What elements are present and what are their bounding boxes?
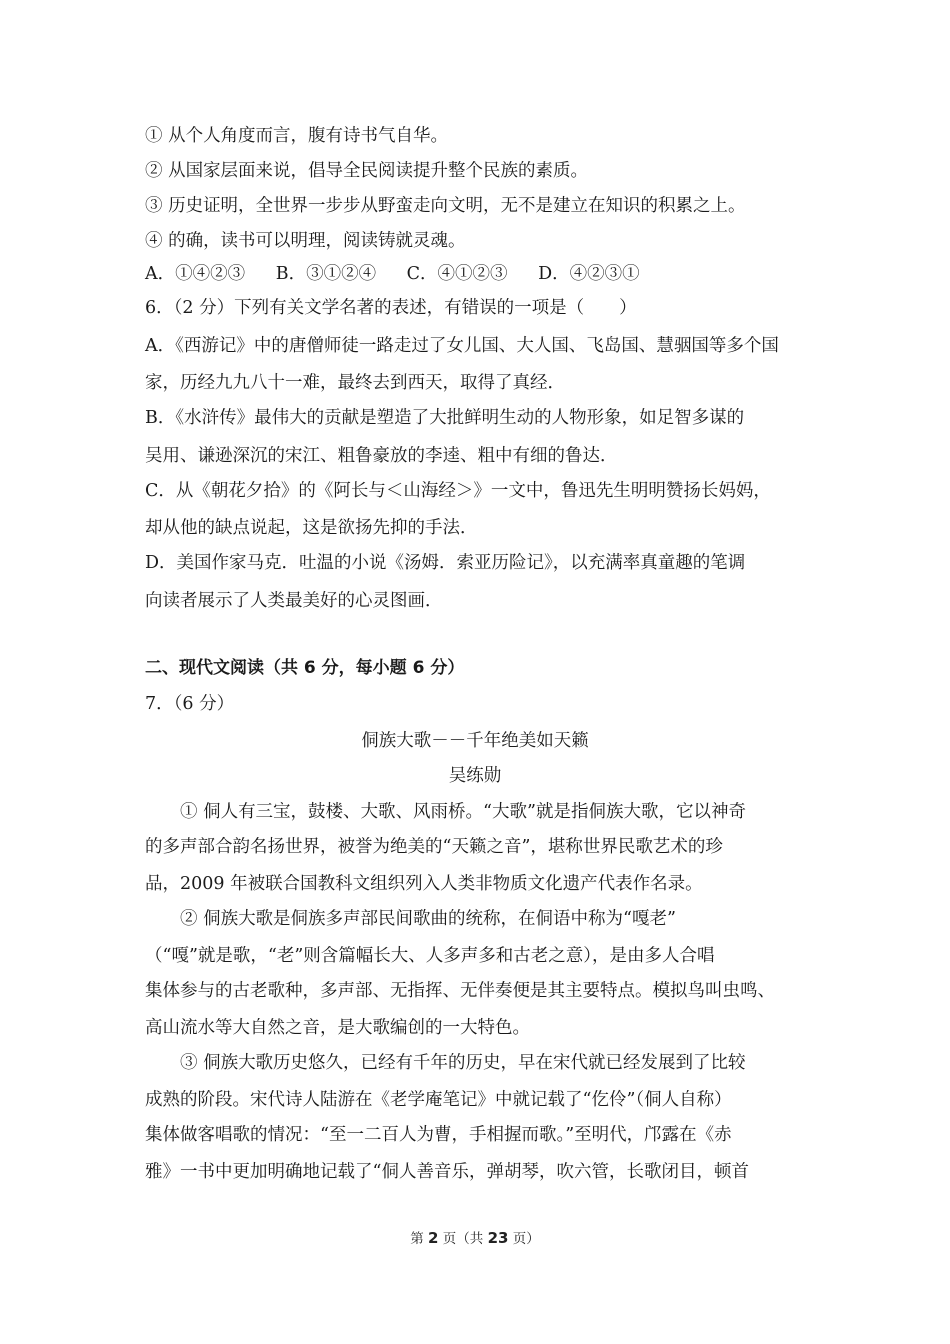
footer-suffix: 页） [508, 1231, 540, 1247]
q5-option-c: C．④①②③ [406, 264, 508, 284]
paragraph-line: 高山流水等大自然之音，是大歌编创的一大特色。 [145, 1018, 530, 1038]
paragraph-line: （“嘎”就是歌，“老”则含篇幅长大、人多声多和古老之意），是由多人合唱 [145, 946, 715, 966]
paragraph-line: ③ 侗族大歌历史悠久，已经有千年的历史，早在宋代就已经发展到了比较 [180, 1053, 746, 1073]
q6-line: 向读者展示了人类最美好的心灵图画． [145, 591, 443, 611]
paragraph-line: 的多声部合韵名扬世界，被誉为绝美的“天籁之音”，堪称世界民歌艺术的珍 [145, 837, 723, 857]
q6-line: C．从《朝花夕拾》的《阿长与＜山海经＞》一文中，鲁迅先生明明赞扬长妈妈， [145, 481, 771, 501]
paragraph-line: 品，2009 年被联合国教科文组织列入人类非物质文化遗产代表作名录。 [145, 874, 703, 894]
q6-line: B．《水浒传》最伟大的贡献是塑造了大批鲜明生动的人物形象，如足智多谋的 [145, 408, 745, 428]
section-heading: 二、现代文阅读（共 6 分，每小题 6 分） [145, 658, 465, 678]
q5-option-a: A．①④②③ [145, 264, 246, 284]
q6-line: 家，历经九九八十一难，最终去到西天，取得了真经． [145, 373, 565, 393]
q5-option-d: D．④②③① [538, 264, 640, 284]
paragraph-line: ② 侗族大歌是侗族多声部民间歌曲的统称，在侗语中称为“嘎老” [180, 909, 676, 929]
footer-middle: 页（共 [438, 1231, 488, 1247]
article-title: 侗族大歌－－千年绝美如天籁 [361, 731, 589, 751]
q7-label: 7．（6 分） [145, 694, 235, 714]
paragraph-line: 雅》一书中更加明确地记载了“侗人善音乐，弹胡琴，吹六管，长歌闭目，顿首 [145, 1162, 749, 1182]
q6-line: A．《西游记》中的唐僧师徒一路走过了女儿国、大人国、飞岛国、慧骃国等多个国 [145, 336, 779, 356]
q6-line: 却从他的缺点说起，这是欲扬先抑的手法． [145, 518, 478, 538]
footer-total-pages: 23 [487, 1229, 509, 1247]
footer-prefix: 第 [410, 1231, 429, 1247]
paragraph-line: 集体参与的古老歌种，多声部、无指挥、无伴奏便是其主要特点。模拟鸟叫虫鸣、 [145, 981, 775, 1001]
footer-page-number: 2 [428, 1229, 439, 1247]
q5-option-b: B．③①②④ [275, 264, 377, 284]
q5-item-4: ④ 的确，读书可以明理，阅读铸就灵魂。 [145, 231, 466, 251]
q5-item-3: ③ 历史证明，全世界一步步从野蛮走向文明，无不是建立在知识的积累之上。 [145, 196, 746, 216]
paragraph-line: ① 侗人有三宝，鼓楼、大歌、风雨桥。“大歌”就是指侗族大歌，它以神奇 [180, 802, 746, 822]
q6-line: 吴用、谦逊深沉的宋江、粗鲁豪放的李逵、粗中有细的鲁达． [145, 446, 618, 466]
article-author: 吴练勋 [448, 766, 502, 786]
page-footer [0, 1228, 950, 1249]
paragraph-line: 集体做客唱歌的情况：“至一二百人为曹，手相握而歌。”至明代，邝露在《赤 [145, 1125, 732, 1145]
q5-item-1: ① 从个人角度而言，腹有诗书气自华。 [145, 126, 449, 146]
q6-stem: 6．（2 分）下列有关文学名著的表述，有错误的一项是（ ） [145, 298, 637, 318]
q6-line: D．美国作家马克．吐温的小说《汤姆．索亚历险记》，以充满率真童趣的笔调 [145, 553, 746, 573]
paragraph-line: 成熟的阶段。宋代诗人陆游在《老学庵笔记》中就记载了“仡伶”（侗人自称） [145, 1090, 732, 1110]
q5-item-2: ② 从国家层面来说，倡导全民阅读提升整个民族的素质。 [145, 161, 589, 181]
q5-options [145, 262, 665, 286]
